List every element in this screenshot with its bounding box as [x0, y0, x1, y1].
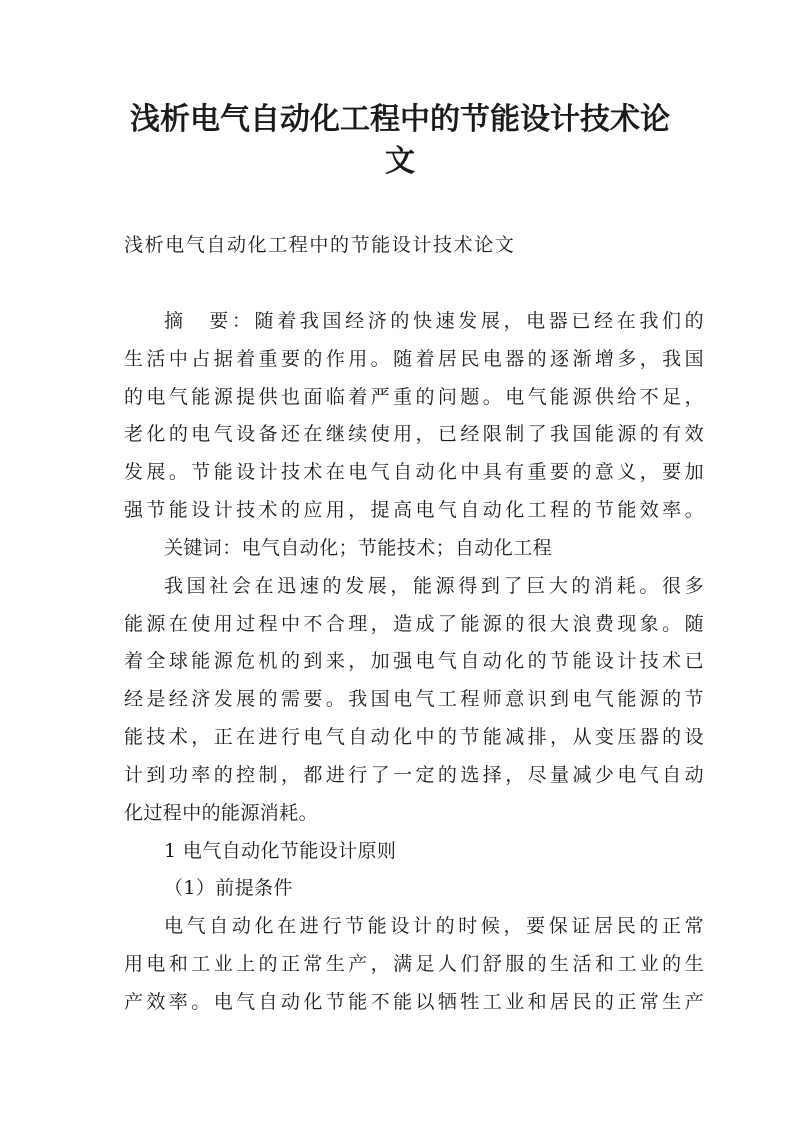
intro-line: 计到功率的控制，都进行了一定的选择，尽量减少电气自动 — [124, 764, 704, 786]
document-title-line-2: 文 — [385, 144, 415, 179]
intro-line: 能源在使用过程中不合理，造成了能源的很大浪费现象。随 — [124, 613, 704, 635]
abstract-line: 强节能设计技术的应用，提高电气自动化工程的节能效率。 — [124, 499, 704, 521]
abstract-line: 发展。节能设计技术在电气自动化中具有重要的意义，要加 — [124, 461, 704, 483]
section-line: 用电和工业上的正常生产，满足人们舒服的生活和工业的生 — [124, 953, 704, 975]
document-subtitle: 浅析电气自动化工程中的节能设计技术论文 — [124, 234, 516, 256]
intro-line: 化过程中的能源消耗。 — [124, 802, 319, 824]
abstract-line: 老化的电气设备还在继续使用，已经限制了我国能源的有效 — [124, 423, 704, 445]
abstract-line: 摘 要：随着我国经济的快速发展，电器已经在我们的 — [164, 310, 704, 332]
keywords-line: 关键词：电气自动化；节能技术；自动化工程 — [164, 537, 553, 559]
section-line: 电气自动化在进行节能设计的时候，要保证居民的正常 — [164, 915, 704, 937]
section-subheading: （1）前提条件 — [164, 877, 293, 899]
section-line: 产效率。电气自动化节能不能以牺牲工业和居民的正常生产 — [124, 991, 704, 1013]
intro-line: 经是经济发展的需要。我国电气工程师意识到电气能源的节 — [124, 688, 704, 710]
abstract-line: 的电气能源提供也面临着严重的问题。电气能源供给不足， — [124, 386, 704, 408]
intro-line: 着全球能源危机的到来，加强电气自动化的节能设计技术已 — [124, 650, 704, 672]
intro-line: 我国社会在迅速的发展，能源得到了巨大的消耗。很多 — [164, 575, 704, 597]
abstract-line: 生活中占据着重要的作用。随着居民电器的逐渐增多，我国 — [124, 348, 704, 370]
intro-line: 能技术，正在进行电气自动化中的节能减排，从变压器的设 — [124, 726, 704, 748]
document-title-line-1: 浅析电气自动化工程中的节能设计技术论 — [130, 102, 670, 137]
section-heading: 1 电气自动化节能设计原则 — [164, 840, 397, 862]
